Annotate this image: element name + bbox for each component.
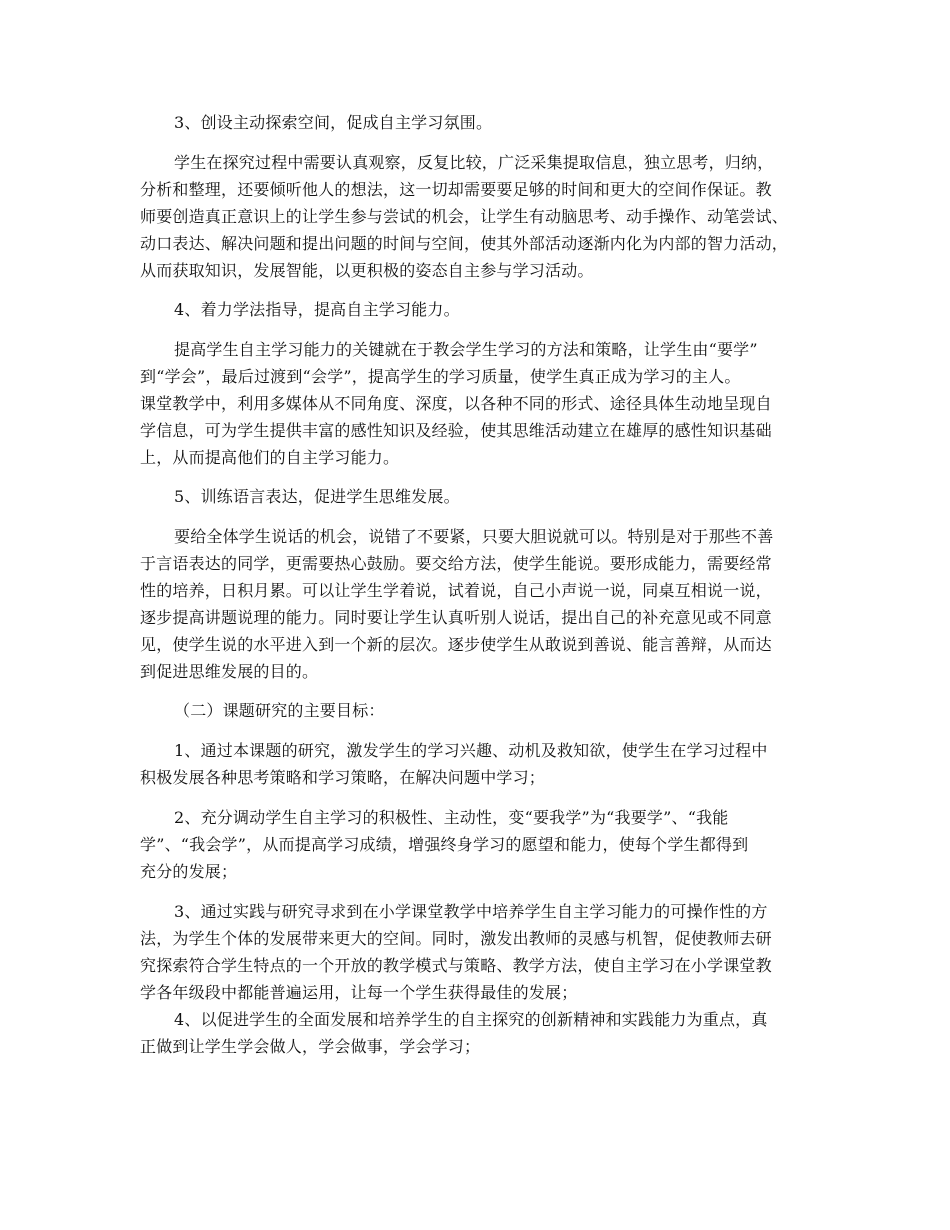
text-line: 3、创设主动探索空间，促成自主学习氛围。 xyxy=(174,113,493,132)
text-line: 1、通过本课题的研究，激发学生的学习兴趣、动机及救知欲，使学生在学习过程中 xyxy=(174,741,768,760)
text-line: 到“学会”，最后过渡到“会学”，提高学生的学习质量，使学生真正成为学习的主人。 xyxy=(140,367,741,386)
text-line: 提高学生自主学习能力的关键就在于教会学生学习的方法和策略，让学生由“要学” xyxy=(174,340,758,359)
text-line: 正做到让学生学会做人，学会做事，学会学习； xyxy=(140,1037,481,1056)
text-line: 学信息，可为学生提供丰富的感性知识及经验，使其思维活动建立在雄厚的感性知识基础 xyxy=(140,421,772,440)
text-line: 3、通过实践与研究寻求到在小学课堂教学中培养学生自主学习能力的可操作性的方 xyxy=(174,902,768,921)
text-line: 要给全体学生说话的机会，说错了不要紧，只要大胆说就可以。特别是对于那些不善 xyxy=(174,527,774,546)
text-line: 学”、“我会学”，从而提高学习成绩，增强终身学习的愿望和能力，使每个学生都得到 xyxy=(140,835,749,854)
text-line: 积极发展各种思考策略和学习策略，在解决问题中学习； xyxy=(140,768,546,787)
text-line: 动口表达、解决问题和提出问题的时间与空间，使其外部活动逐渐内化为内部的智力活动， xyxy=(140,234,789,253)
text-line: 性的培养，日积月累。可以让学生学着说，试着说，自己小声说一说，同桌互相说一说， xyxy=(140,581,772,600)
text-line: 法，为学生个体的发展带来更大的空间。同时，激发出教师的灵感与机智，促使教师去研 xyxy=(140,929,772,948)
text-line: 学生在探究过程中需要认真观察，反复比较，广泛采集提取信息，独立思考，归纳， xyxy=(174,153,774,172)
text-line: 到促进思维发展的目的。 xyxy=(140,662,319,681)
text-line: 于言语表达的同学，更需要热心鼓励。要交给方法，使学生能说。要形成能力，需要经常 xyxy=(140,554,772,573)
text-line: 见，使学生说的水平进入到一个新的层次。逐步使学生从敢说到善说、能言善辩，从而达 xyxy=(140,635,772,654)
text-line: 逐步提高讲题说理的能力。同时要让学生认真听别人说话，提出自己的补充意见或不同意 xyxy=(140,608,772,627)
text-line: 4、着力学法指导，提高自主学习能力。 xyxy=(174,300,460,319)
text-line: 究探索符合学生特点的一个开放的教学模式与策略、教学方法，使自主学习在小学课堂教 xyxy=(140,956,772,975)
text-line: 师要创造真正意识上的让学生参与尝试的机会，让学生有动脑思考、动手操作、动笔尝试、 xyxy=(140,207,789,226)
text-line: 5、训练语言表达，促进学生思维发展。 xyxy=(174,487,460,506)
text-line: 课堂教学中，利用多媒体从不同角度、深度，以各种不同的形式、途径具体生动地呈现自 xyxy=(140,394,772,413)
text-line: 从而获取知识，发展智能，以更积极的姿态自主参与学习活动。 xyxy=(140,261,594,280)
text-line: 2、充分调动学生自主学习的积极性、主动性，变“要我学”为“我要学”、“我能 xyxy=(174,808,729,827)
text-line: 分析和整理，还要倾听他人的想法，这一切却需要要足够的时间和更大的空间作保证。教 xyxy=(140,180,772,199)
text-line: 学各年级段中都能普遍运用，让每一个学生获得最佳的发展； xyxy=(140,983,578,1002)
text-line: （二）课题研究的主要目标： xyxy=(174,701,385,720)
text-line: 4、以促进学生的全面发展和培养学生的自主探究的创新精神和实践能力为重点，真 xyxy=(174,1010,768,1029)
text-line: 充分的发展； xyxy=(140,862,238,881)
text-line: 上，从而提高他们的自主学习能力。 xyxy=(140,448,400,467)
